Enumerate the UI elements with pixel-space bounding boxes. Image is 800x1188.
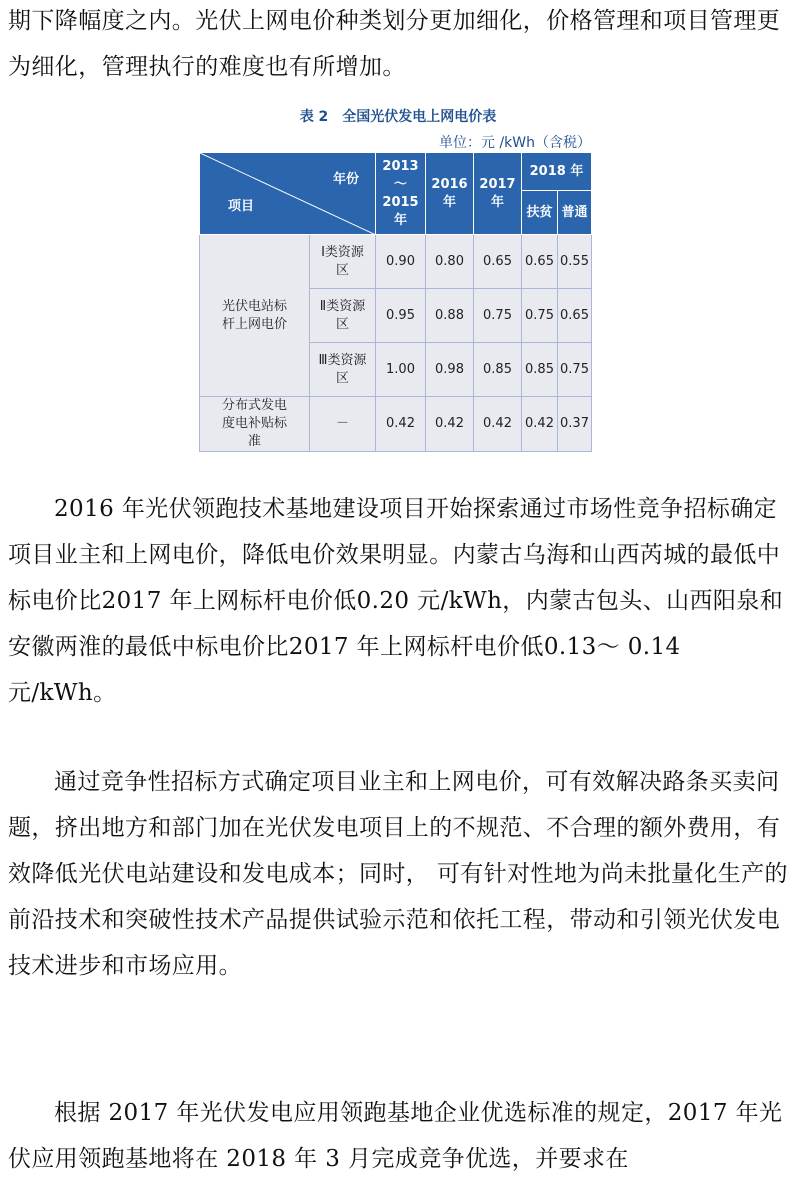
value-cell: 0.85 bbox=[522, 343, 558, 397]
header-2016: 2016 年 bbox=[426, 153, 474, 235]
value-cell: 0.80 bbox=[426, 235, 474, 289]
table-unit: 单位：元 /kWh（含税） bbox=[439, 135, 591, 151]
header-fupin: 扶贫 bbox=[522, 191, 558, 235]
group-label-cell: 光伏电站标杆上网电价 bbox=[200, 235, 310, 397]
value-cell: 0.75 bbox=[522, 289, 558, 343]
header-2013-2015: 2013～ 2015 年 bbox=[376, 153, 426, 235]
paragraph-competitive-bidding: 通过竞争性招标方式确定项目业主和上网电价，可有效解决路条买卖问题，挤出地方和部门加在光伏发电项目上的不规范、不合理的额外费用，有效降低光伏电站建设和发电成本；同时， 可有针对性地为尚未批量化生产的前沿技术和突破性技术产品提供试验示范和依托工程，带动和引领光伏发电技术进步和市场应用。 bbox=[8, 769, 788, 979]
value-cell: 0.90 bbox=[376, 235, 426, 289]
value-cell: 0.42 bbox=[426, 397, 474, 452]
table-corner-cell bbox=[200, 153, 376, 235]
table-row bbox=[200, 397, 592, 452]
corner-item-label: 项目 bbox=[228, 199, 255, 214]
value-cell: 0.98 bbox=[426, 343, 474, 397]
zone-cell: Ⅱ类资源区 bbox=[310, 289, 376, 343]
table-caption: 表 2 全国光伏发电上网电价表 bbox=[299, 109, 497, 125]
zone-cell: Ⅰ类资源区 bbox=[310, 235, 376, 289]
value-cell: 0.37 bbox=[558, 397, 592, 452]
paragraph-2017-standard: 根据 2017 年光伏发电应用领跑基地企业优选标准的规定，2017 年光伏应用领跑基地将在 2018 年 3 月完成竞争优选，并要求在 bbox=[8, 1100, 783, 1172]
header-2018: 2018 年 bbox=[522, 153, 592, 191]
price-table-figure bbox=[199, 100, 597, 456]
paragraph-intro: 期下降幅度之内。光伏上网电价种类划分更加细化，价格管理和项目管理更为细化，管理执行的难度也有所增加。 bbox=[8, 8, 781, 80]
header-2017: 2017 年 bbox=[474, 153, 522, 235]
value-cell: 0.55 bbox=[558, 235, 592, 289]
header-putong: 普通 bbox=[558, 191, 592, 235]
table-row bbox=[200, 235, 592, 289]
dist-label-cell: 分布式发电度电补贴标准 bbox=[200, 397, 310, 452]
value-cell: 0.75 bbox=[558, 343, 592, 397]
value-cell: 0.42 bbox=[522, 397, 558, 452]
value-cell: 0.65 bbox=[474, 235, 522, 289]
value-cell: 0.65 bbox=[558, 289, 592, 343]
value-cell: 0.88 bbox=[426, 289, 474, 343]
price-table bbox=[199, 152, 592, 452]
value-cell: 0.42 bbox=[474, 397, 522, 452]
zone-cell: － bbox=[310, 397, 376, 452]
paragraph-leader-2016: 2016 年光伏领跑技术基地建设项目开始探索通过市场性竞争招标确定项目业主和上网电价，降低电价效果明显。内蒙古乌海和山西芮城的最低中标电价比2017 年上网标杆电价低0.20 元/kWh，内蒙古包头、山西阳泉和安徽两淮的最低中标电价比2017 年上网标杆电价低0.13～ 0.14 元/kWh。 bbox=[8, 496, 784, 706]
value-cell: 0.65 bbox=[522, 235, 558, 289]
value-cell: 1.00 bbox=[376, 343, 426, 397]
zone-cell: Ⅲ类资源区 bbox=[310, 343, 376, 397]
value-cell: 0.85 bbox=[474, 343, 522, 397]
value-cell: 0.75 bbox=[474, 289, 522, 343]
value-cell: 0.95 bbox=[376, 289, 426, 343]
diagonal-line bbox=[200, 153, 376, 235]
value-cell: 0.42 bbox=[376, 397, 426, 452]
corner-year-label: 年份 bbox=[332, 172, 359, 187]
